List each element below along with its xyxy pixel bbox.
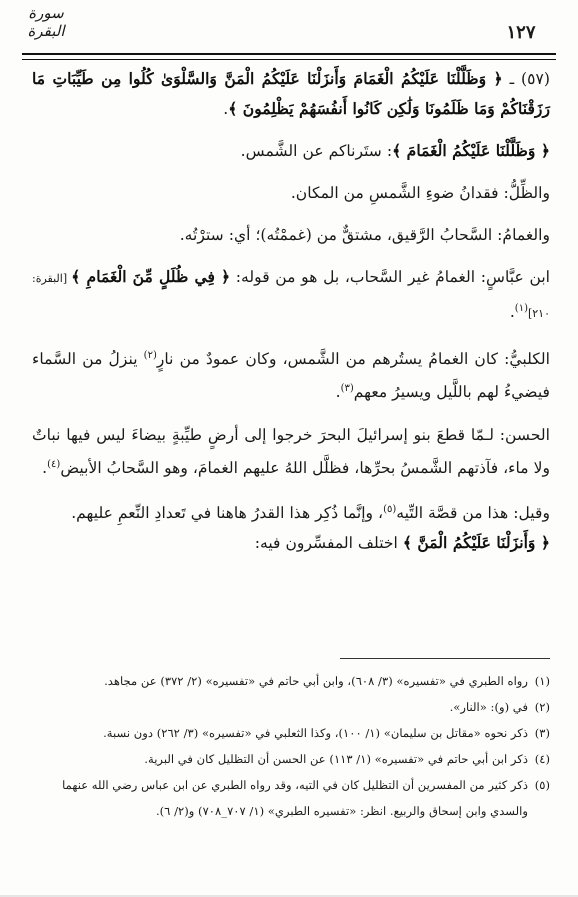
footnotes [34, 668, 550, 824]
main-text [32, 64, 550, 570]
footnote-marker[interactable]: (٣) [340, 383, 354, 395]
footnote [34, 720, 550, 746]
text: الحسن: لـمّا قطعَ بنو إسرائيلَ البحرَ خرجوا إلى أرضٍ طيِّبةٍ بيضاءَ ليس فيها نباتٌ ولا ماء، فآذتهم الشَّمسُ بحرِّها، فظلَّل اللهُ عليهم الغمامَ، وهو السَّحابُ الأبيض [32, 425, 550, 477]
quran-phrase: ﴿ وَظَلَّلْنَا عَلَيْكُمُ الْغَمَامَ ﴾ [392, 141, 550, 160]
footnote-number: (١) [534, 674, 550, 688]
footnote-text: في (و): «النار». [449, 700, 528, 714]
footnote-text: رواه الطبري في «تفسيره» (٣/ ٦٠٨)، وابن أبي حاتم في «تفسيره» (٢/ ٣٧٢) عن مجاهد. [104, 674, 528, 688]
footnote [34, 746, 550, 772]
surah-title: سورة البقرة [27, 4, 65, 40]
quran-phrase: ﴿ فِي ظُلَلٍ مِّنَ الْغَمَامِ ﴾ [71, 267, 231, 286]
quran-phrase: ﴿ وَأَنزَلْنَا عَلَيْكُمُ الْمَنَّ ﴾ [402, 532, 550, 552]
verse-number: (٥٧) ـ [502, 70, 550, 88]
footnote-text: ذكر نحوه «مقاتل بن سليمان» (١/ ١٠٠)، وكذا الثعلبي في «تفسيره» (٣/ ٢٦٢) دون نسبة. [103, 726, 528, 740]
footnote-number: (٣) [534, 726, 550, 740]
header-rule [22, 53, 556, 60]
commentary-paragraph [32, 262, 550, 329]
text: ينزلُ من السَّماء فيضيءُ لهم باللَّيل ويسيرُ معهم [32, 350, 550, 402]
text: ابن عبَّاسٍ: الغمامُ غير السَّحاب، بل هو من قوله: [230, 268, 550, 286]
text: وقيل: هذا من قصَّة التِّيه [396, 503, 550, 522]
commentary-paragraph [32, 495, 550, 528]
footnote [34, 772, 550, 798]
footnote-marker[interactable]: (٥) [383, 503, 397, 515]
text: ، وإنَّما ذُكِر هذا القدرُ هاهنا في تَعدادِ النِّعمِ عليهم. [71, 503, 384, 522]
text: والظِّلُّ: فقدانُ ضوءِ الشَّمسِ من المكان. [290, 184, 550, 202]
footnote-text: ذكر كثير من المفسرين أن التظليل كان في التيه، وقد رواه الطبري عن ابن عباس رضي الله عنهما [62, 778, 528, 792]
footnote-rule [340, 658, 550, 659]
commentary-paragraph [32, 528, 550, 558]
commentary-paragraph [32, 420, 550, 483]
footnote-marker[interactable]: (٤) [47, 458, 61, 470]
footnote-continuation: والسدي وابن إسحاق والربيع. انظر: «تفسيره الطبري» (١/ ٧٠٧_٧٠٨) و(٢/ ٦). [155, 804, 528, 818]
footnote-marker[interactable]: (١) [514, 303, 528, 314]
page-number: ١٢٧ [506, 22, 536, 43]
commentary-paragraph [32, 136, 550, 166]
verse-paragraph [32, 64, 550, 124]
footnote-number: (٢) [534, 700, 550, 714]
quran-verse: ﴿ وَظَلَّلْنَا عَلَيْكُمُ الْغَمَامَ وَأَنزَلْنَا عَلَيْكُمُ الْمَنَّ وَالسَّلْوَىٰ كُلُوا مِن طَيِّبَاتِ مَا رَزَقْنَاكُمْ وَمَا ظَلَمُونَا وَلَٰكِن كَانُوا أَنفُسَهُمْ يَظْلِمُونَ ﴾ [32, 69, 550, 118]
footnote-number: (٥) [534, 778, 550, 792]
text: : ستَرناكم عن الشَّمس. [240, 142, 393, 160]
footnote-number: (٤) [534, 752, 550, 766]
footnote-text: ذكر ابن أبي حاتم في «تفسيره» (١/ ١١٣) عن الحسن أن التظليل كان في البرية. [144, 752, 528, 766]
text: . [509, 303, 515, 322]
text: اختلف المفسِّرون فيه: [254, 533, 403, 552]
footnote-marker[interactable]: (٢) [143, 350, 157, 362]
commentary-paragraph [32, 341, 550, 407]
verse-reference: [البقرة: ٢١٠] [32, 272, 550, 321]
text: الكلبيُّ: كان الغمامُ يستُرهم من الشَّمس، وكان عمودٌ من نارٍ [156, 350, 550, 369]
text: . [42, 458, 48, 477]
text: والغمامُ: السَّحابُ الرَّقيق، مشتقٌّ من (غممْتُه)؛ أي: سترْتُه. [179, 226, 550, 244]
text: . [335, 383, 341, 402]
text: . [223, 100, 229, 118]
commentary-paragraph [32, 178, 550, 208]
footnote [34, 694, 550, 720]
footnote [34, 668, 550, 694]
commentary-paragraph [32, 220, 550, 250]
